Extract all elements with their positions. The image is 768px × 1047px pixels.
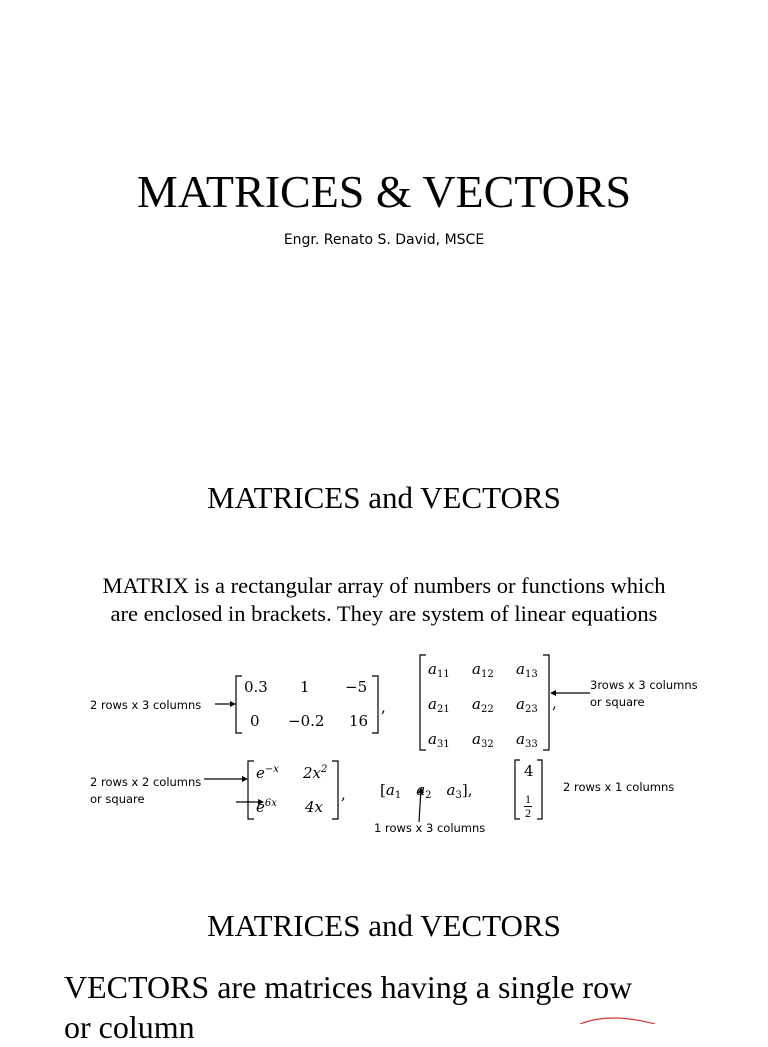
- matrix1-comma: ,: [381, 698, 386, 716]
- matrix2-sub: 12: [480, 669, 494, 680]
- label-matrix5: 2 rows x 1 columns: [563, 780, 675, 794]
- row-vector-sub: 1: [394, 790, 402, 801]
- matrix2-comma: ,: [552, 694, 557, 712]
- label-matrix4: 1 rows x 3 columns: [374, 821, 486, 835]
- slide-title: MATRICES & VECTORS: [136, 166, 632, 217]
- fraction-denominator: 2: [525, 806, 531, 820]
- matrix2-r2c3: [516, 695, 538, 715]
- matrix3-r1c1-base: e: [256, 764, 265, 782]
- matrix2-var: a: [516, 730, 525, 748]
- vectors-definition: [64, 967, 754, 1047]
- vectors-definition-line-2: or column: [64, 1009, 195, 1045]
- vectors-definition-line-1: VECTORS are matrices having a single row: [64, 969, 633, 1005]
- fraction-numerator: 1: [525, 792, 531, 806]
- matrix2-sub: 32: [480, 739, 494, 750]
- matrix2-var: a: [472, 730, 481, 748]
- matrix2-var: a: [472, 660, 481, 678]
- matrix3-comma: ,: [341, 785, 346, 803]
- label-matrix2-line1: 3rows x 3 columns: [590, 678, 698, 692]
- matrix2-var: a: [472, 695, 481, 713]
- matrix1-r1c3: −5: [345, 678, 368, 696]
- matrix2-sub: 33: [524, 739, 538, 750]
- matrix2-r3c3: [516, 730, 538, 750]
- matrix2-sub: 31: [436, 739, 450, 750]
- matrix1-r2c2: −0.2: [288, 712, 325, 730]
- column-vector-fraction: [524, 793, 532, 820]
- row-vector-var: a: [385, 781, 395, 799]
- matrix2-r1c2: [472, 660, 494, 680]
- matrix3-r2c1-base: e: [256, 798, 265, 816]
- matrix2-sub: 11: [436, 669, 450, 680]
- matrix-definition-line-2: are enclosed in brackets. They are system of linear equations: [110, 601, 658, 626]
- matrix3-r1c2-exp: 2: [321, 764, 328, 775]
- matrix3-r2c1: [256, 798, 277, 816]
- matrix2-var: a: [428, 695, 437, 713]
- matrix2-r2c2: [472, 695, 494, 715]
- matrix2-sub: 21: [436, 704, 450, 715]
- label-matrix1: 2 rows x 3 columns: [90, 698, 202, 712]
- label-matrix2-line2: or square: [590, 695, 645, 709]
- matrix1-r1c2: 1: [300, 678, 310, 696]
- matrix3-r2c1-exp: 6x: [264, 798, 277, 809]
- row-vector-sub: 2: [425, 790, 432, 801]
- matrix1-r1c1: 0.3: [244, 678, 268, 696]
- matrix2-var: a: [428, 730, 437, 748]
- matrix2-sub: 22: [480, 704, 494, 715]
- matrix3-r1c2-base: 2x: [303, 764, 322, 782]
- row-vector-var: a: [416, 781, 426, 799]
- matrix3-r1c1-exp: −x: [264, 764, 279, 775]
- matrix2-var: a: [516, 660, 525, 678]
- matrix1-r2c1: 0: [250, 712, 260, 730]
- matrix2-r2c1: [428, 695, 450, 715]
- matrix3-r2c2: 4x: [305, 798, 324, 816]
- matrices-heading: MATRICES and VECTORS: [207, 480, 561, 515]
- slide-author: Engr. Renato S. David, MSCE: [283, 232, 485, 248]
- matrix2-r1c3: [516, 660, 538, 680]
- matrix2-r1c1: [428, 660, 450, 680]
- column-vector-top: 4: [524, 762, 534, 780]
- matrix3-r1c1: [256, 764, 279, 782]
- matrix2-var: a: [428, 660, 437, 678]
- matrix3-r1c2: [303, 764, 327, 782]
- matrix2-r3c1: [428, 730, 450, 750]
- label-matrix3-line1: 2 rows x 2 columns: [90, 775, 202, 789]
- label-matrix3-line2: or square: [90, 792, 145, 806]
- matrix2-sub: 23: [524, 704, 538, 715]
- matrix1-r2c3: 16: [349, 712, 369, 730]
- row-vector-sub: 3: [455, 790, 462, 801]
- matrix2-sub: 13: [524, 669, 538, 680]
- matrix2-var: a: [516, 695, 525, 713]
- row-vector-var: a: [446, 781, 456, 799]
- vectors-heading: MATRICES and VECTORS: [207, 908, 561, 943]
- matrix2-r3c2: [472, 730, 494, 750]
- matrix-definition-line-1: MATRIX is a rectangular array of numbers or functions which: [102, 573, 666, 598]
- row-vector-1x3: [$a_1$ $a_2$ $a_3$],: [380, 781, 473, 801]
